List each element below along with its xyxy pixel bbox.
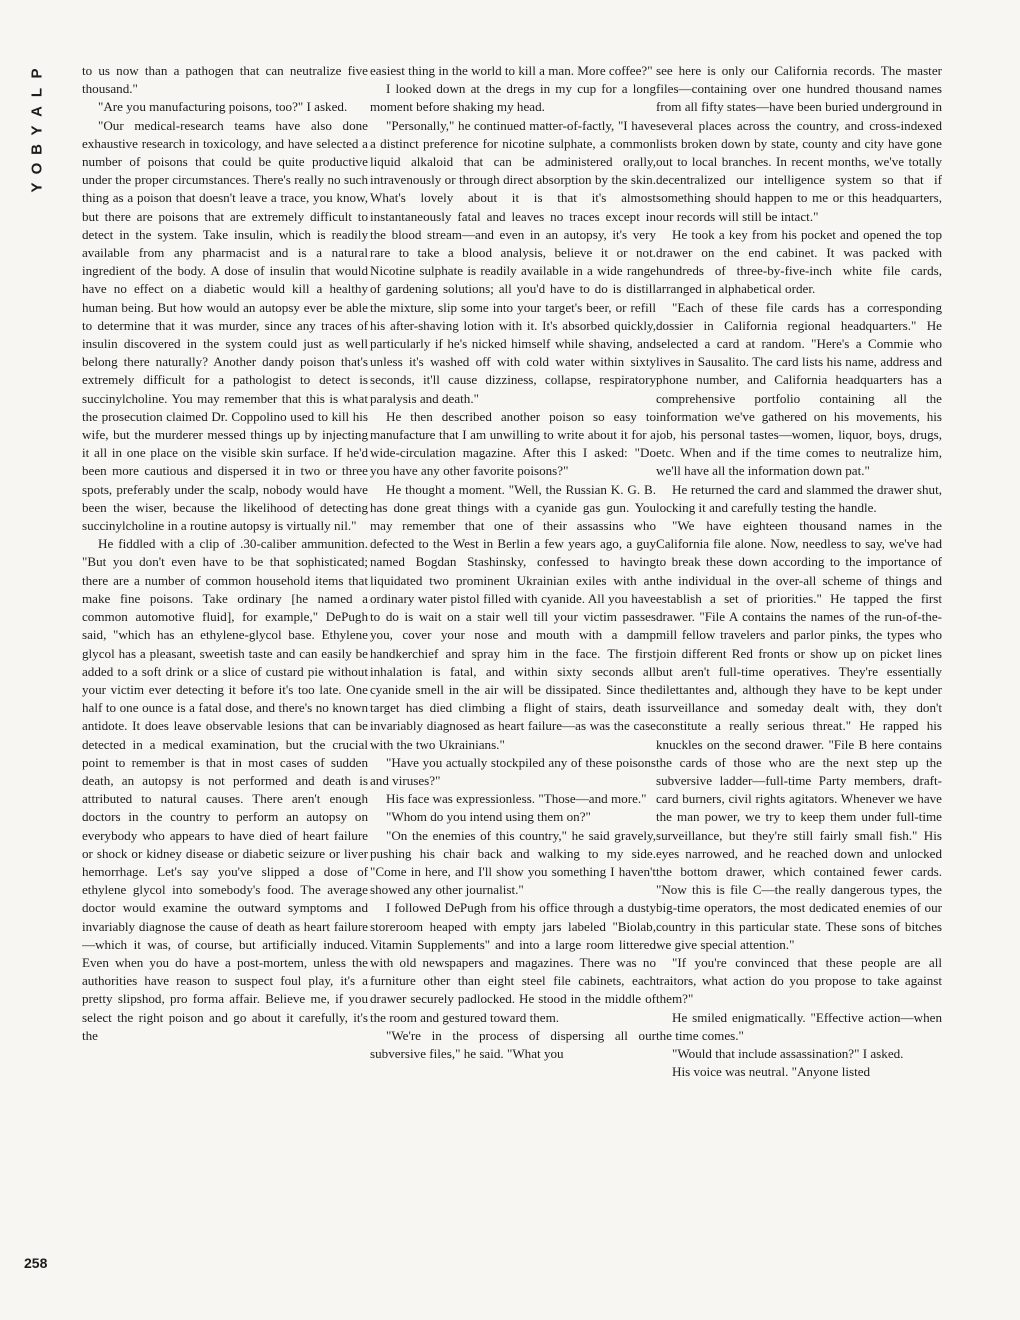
page-number: 258 (24, 1255, 48, 1271)
paragraph: He returned the card and slammed the drawer shut, locking it and carefully testing the handle. (656, 481, 942, 515)
paragraph: I looked down at the dregs in my cup for a long moment before shaking my head. (370, 81, 656, 115)
paragraph: "Each of these file cards has a corresponding dossier in California regional headquarters." He selected a card at random. "Here's a Commie who lives in Sausalito. The card lists his name, address and phone number, and California headquarters has a comprehensive portfolio containing all the information we've gathered on his movements, his job, his personal tastes—women, liquor, boys, drugs, etc. When and if the time comes to neutralize him, we'll have all the information down pat." (656, 299, 942, 479)
text-column-1 (82, 62, 368, 1272)
masthead-letter: Y (28, 125, 46, 136)
masthead-letter: A (28, 106, 46, 117)
paragraph: His voice was neutral. "Anyone listed (672, 1064, 871, 1080)
paragraph: "Personally," he continued matter-of-factly, "I have a distinct preference for nicotine sulphate, a common liquid alkaloid that can be administered orally, intravenously or through direct absorption by the skin. What's lovely about it is that it's almost instantaneously fatal and leaves no traces except in the blood stream—and even in an autopsy, it's very rare to take a blood analysis, believe it or not. Nicotine sulphate is readily available in a wide range of gardening solutions; all you'd have to do is distill the mixture, slip some into your target's beer, or refill his after-shaving lotion with it. It's absorbed quickly, particularly if he's nicked himself while shaving, and unless it's washed off with cold water within sixty seconds, it'll cause dizziness, collapse, respiratory paralysis and death." (370, 117, 656, 406)
paragraph: "On the enemies of this country," he said gravely, pushing his chair back and walking to my side. "Come in here, and I'll show you something I haven't showed any other journalist." (370, 827, 656, 898)
text-column-2 (370, 62, 656, 1272)
text-column-3 (656, 62, 942, 1272)
paragraph: "Whom do you intend using them on?" (386, 809, 591, 825)
masthead-letter: B (28, 144, 46, 155)
masthead (26, 64, 48, 197)
paragraph: "Have you actually stockpiled any of these poisons and viruses?" (370, 754, 656, 788)
masthead-letter: O (28, 162, 46, 175)
paragraph: see here is only our California records. The master files—containing over one hundred thousand names from all fifty states—have been buried underground in several places across the country, and cross-indexed lists broken down by state, county and city have gone out to local branches. In recent months, we've totally decentralized our intelligence system so that if something should happen to me or this headquarters, our records will still be intact." (656, 63, 942, 224)
paragraph: His face was expressionless. "Those—and more." (386, 791, 647, 807)
paragraph: "Are you manufacturing poisons, too?" I asked. (98, 99, 348, 115)
paragraph: "Would that include assassination?" I asked. (672, 1045, 904, 1061)
paragraph: He thought a moment. "Well, the Russian K. G. B. has done great things with a cyanide gas gun. You may remember that one of their assassins who defected to the West in Berlin a few years ago, a guy named Bogdan Stashinsky, confessed to having liquidated two prominent Ukrainian exiles with an ordinary water pistol filled with cyanide. All you have to do is wait on a stair well till your victim passes you, cover your nose and mouth with a damp handkerchief and spray him in the face. The first inhalation is fatal, and within sixty seconds all cyanide smell in the air will be dissipated. Since the target has died climbing a flight of stairs, death is invariably diagnosed as heart failure—as was the case with the two Ukrainians." (370, 481, 656, 752)
paragraph: to us now than a pathogen that can neutralize five thousand." (82, 63, 368, 97)
paragraph: "We have eighteen thousand names in the California file alone. Now, needless to say, we've had to break these down according to the importance of the individual in the over-all scheme of things and establish a set of priorities." He tapped the first drawer. "File A contains the names of the run-of-the-mill fellow travelers and parlor pinks, the types who join different Red fronts or show up on picket lines but aren't full-time operatives. They're essentially dilettantes and, although they have to be kept under surveillance and someday dealt with, they don't constitute a really serious threat." He rapped his knuckles on the second drawer. "File B here contains the cards of those who are the next step up the subversive ladder—full-time Party members, draft-card burners, civil rights agitators. Whenever we have the man power, we try to keep them under full-time surveillance, but they're still fairly small fish." His eyes narrowed, and he reached down and unlocked the bottom drawer, which contained fewer cards. "Now this is file C—the really dangerous types, the big-time operators, the most dedicated enemies of our country in this particular state. These sons of bitches we give special attention." (656, 518, 942, 952)
paragraph: "Our medical-research teams have also done exhaustive research in toxicology, and have selected a number of poisons that could be quite productive under the proper circumstances. There's really no such thing as a poison that doesn't leave a trace, you know, but there are poisons that are extremely difficult to detect in the system. Take insulin, which is readily available from any pharmacist and is a natural ingredient of the body. A dose of insulin that would have no effect on a diabetic would kill a healthy human being. But how would an autopsy ever be able to determine that it was murder, since any traces of insulin discovered in the system could just as well belong there naturally? Another dandy poison that's extremely difficult for a pathologist to detect is succinylcholine. You may remember that this is what the prosecution claimed Dr. Coppolino used to kill his wife, but the murderer messed things up by injecting it all in one place on the visible skin surface. If he'd been more cautious and dispersed it in two or three spots, preferably under the scalp, nobody would have been the wiser, because the likelihood of detecting succinylcholine in a routine autopsy is virtually nil." (82, 117, 368, 534)
paragraph: He smiled enigmatically. "Effective action—when the time comes." (656, 1009, 942, 1043)
paragraph: He took a key from his pocket and opened the top drawer on the end cabinet. It was packed with hundreds of three-by-five-inch white file cards, arranged in alphabetical order. (656, 226, 942, 297)
masthead-letter: L (28, 87, 46, 98)
paragraph: easiest thing in the world to kill a man. More coffee?" (370, 63, 653, 78)
paragraph: He fiddled with a clip of .30-caliber ammunition. "But you don't even have to be that sophisticated; there are a number of common household items that make fine poisons. Take ordinary [he named a common automotive fluid], for example," DePugh said, "which has an ethylene-glycol base. Ethylene glycol has a pleasant, sweetish taste and can easily be added to a soft drink or a slice of custard pie without your victim ever detecting it before it's too late. One half to one ounce is a fatal dose, and there's no known antidote. It does leave observable lesions that can be detected in a medical examination, but the crucial point to remember is that in most cases of sudden death, an autopsy is not performed and death is attributed to natural causes. There aren't enough doctors in the country to perform an autopsy on everybody who appears to have died of heart failure or shock or kidney disease or diabetic seizure or liver hemorrhage. Let's say you've slipped a dose of ethylene glycol into somebody's food. The average doctor would examine the outward symptoms and invariably diagnose the cause of death as heart failure—which it was, of course, but artificially induced. Even when you do have a post-mortem, unless the authorities have reason to suspect foul play, it's a pretty slipshod, pro forma affair. Believe me, if you select the right poison and go about it carefully, it's the (82, 536, 368, 1043)
masthead-letter: Y (28, 182, 46, 193)
paragraph: "We're in the process of dispersing all our subversive files," he said. "What you (370, 1027, 656, 1061)
paragraph: He then described another poison so easy to manufacture that I am unwilling to write about it for a wide-circulation magazine. After this I asked: "Do you have any other favorite poisons?" (370, 408, 656, 479)
masthead-letter: P (28, 68, 46, 79)
paragraph: "If you're convinced that these people are all traitors, what action do you propose to take against them?" (656, 954, 942, 1007)
paragraph: I followed DePugh from his office through a dusty storeroom heaped with empty jars labeled "Biolab, Vitamin Supplements" and into a large room littered with old newspapers and magazines. There was no furniture other than eight steel file cabinets, each drawer securely padlocked. He stood in the middle of the room and gestured toward them. (370, 900, 656, 1025)
